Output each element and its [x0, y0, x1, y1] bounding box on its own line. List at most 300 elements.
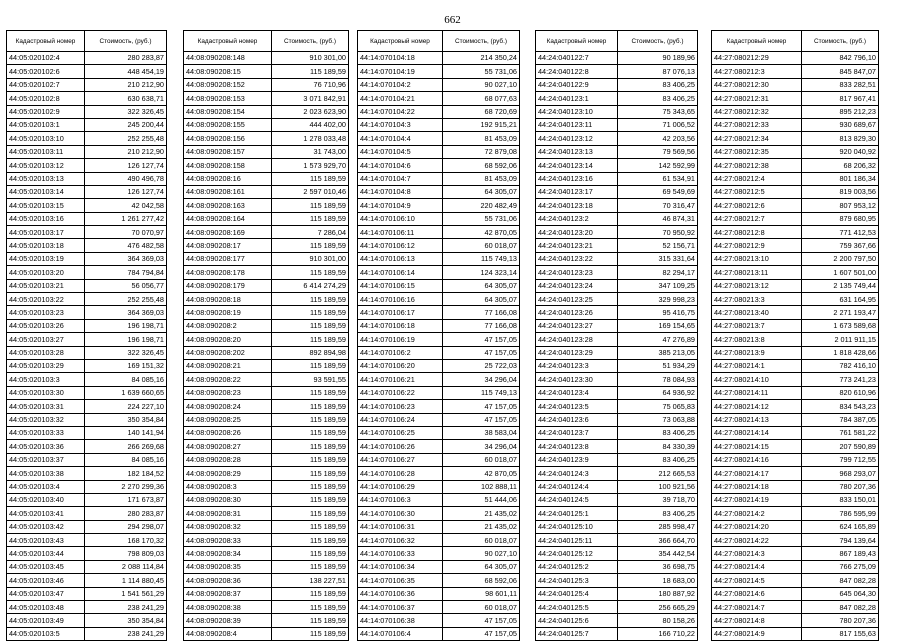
cadastral-number-cell: 44:08:090208:177	[184, 252, 272, 265]
cost-cell: 761 581,22	[802, 426, 879, 439]
cost-cell: 47 157,05	[443, 413, 520, 426]
cadastral-number-cell: 44:24:040123:22	[536, 252, 618, 265]
cost-cell: 55 731,06	[443, 212, 520, 225]
cadastral-number-cell: 44:05:020103:28	[7, 346, 85, 359]
table-row	[358, 547, 520, 560]
table-row	[536, 306, 698, 319]
table-row	[712, 52, 879, 65]
cadastral-number-cell: 44:14:070106:3	[358, 493, 443, 506]
cost-cell: 867 189,43	[802, 547, 879, 560]
cost-cell: 1 573 929,70	[272, 159, 349, 172]
table-row	[712, 266, 879, 279]
cadastral-number-cell: 44:24:040123:10	[536, 105, 618, 118]
cost-cell: 64 305,07	[443, 293, 520, 306]
cadastral-number-cell: 44:14:070104:22	[358, 105, 443, 118]
cost-cell: 115 189,59	[272, 520, 349, 533]
table-row	[7, 440, 167, 453]
table-row	[7, 199, 167, 212]
cost-cell: 798 809,03	[85, 547, 167, 560]
table-row	[358, 453, 520, 466]
table-row	[184, 413, 349, 426]
table-row	[536, 92, 698, 105]
cadastral-number-cell: 44:08:090208:28	[184, 453, 272, 466]
cadastral-number-cell: 44:27:080214:18	[712, 480, 802, 493]
table-row	[536, 520, 698, 533]
cadastral-number-cell: 44:05:020103:31	[7, 400, 85, 413]
table-row	[536, 560, 698, 573]
table-row	[7, 547, 167, 560]
table-row	[536, 614, 698, 627]
table-row	[184, 426, 349, 439]
cadastral-number-cell: 44:08:090208:152	[184, 78, 272, 91]
table-row	[184, 252, 349, 265]
table-row	[7, 118, 167, 131]
cadastral-number-cell: 44:24:040123:5	[536, 400, 618, 413]
cadastral-number-cell: 44:14:070106:12	[358, 239, 443, 252]
table-row	[7, 306, 167, 319]
cadastral-number-cell: 44:24:040125:7	[536, 627, 618, 640]
table-row	[712, 252, 879, 265]
cadastral-number-cell: 44:27:080214:19	[712, 493, 802, 506]
cost-cell: 280 283,87	[85, 507, 167, 520]
cadastral-number-cell: 44:14:070106:4	[358, 627, 443, 640]
cost-cell: 83 406,25	[618, 507, 698, 520]
cadastral-number-cell: 44:27:080212:34	[712, 132, 802, 145]
cost-cell: 90 027,10	[443, 547, 520, 560]
cadastral-number-cell: 44:05:020103:22	[7, 293, 85, 306]
cost-cell: 364 369,03	[85, 306, 167, 319]
table-row	[7, 426, 167, 439]
header-cadastral-number: Кадастровый номер	[536, 31, 618, 52]
cadastral-number-cell: 44:08:090208:154	[184, 105, 272, 118]
cadastral-number-cell: 44:08:090208:155	[184, 118, 272, 131]
cost-cell: 84 330,39	[618, 440, 698, 453]
cadastral-number-cell: 44:05:020103:21	[7, 279, 85, 292]
cadastral-number-cell: 44:27:080214:13	[712, 413, 802, 426]
table-row	[712, 132, 879, 145]
cost-cell: 115 189,59	[272, 319, 349, 332]
cadastral-number-cell: 44:14:070106:16	[358, 293, 443, 306]
table-row	[712, 534, 879, 547]
table-row	[7, 92, 167, 105]
table-row	[536, 78, 698, 91]
table-row	[184, 293, 349, 306]
cost-cell: 1 673 589,68	[802, 319, 879, 332]
cost-cell: 84 085,16	[85, 453, 167, 466]
cost-cell: 79 569,56	[618, 145, 698, 158]
table-row	[712, 118, 879, 131]
cost-cell: 115 189,59	[272, 534, 349, 547]
table-row	[184, 212, 349, 225]
cadastral-number-cell: 44:08:090208:164	[184, 212, 272, 225]
cadastral-number-cell: 44:24:040123:27	[536, 319, 618, 332]
cadastral-number-cell: 44:27:080212:6	[712, 199, 802, 212]
cost-cell: 115 749,13	[443, 386, 520, 399]
cost-cell: 90 027,10	[443, 78, 520, 91]
cost-cell: 1 278 033,48	[272, 132, 349, 145]
cadastral-number-cell: 44:14:070106:18	[358, 319, 443, 332]
cost-cell: 256 665,29	[618, 601, 698, 614]
cost-cell: 60 018,07	[443, 453, 520, 466]
cadastral-number-cell: 44:27:080212:29	[712, 52, 802, 65]
cadastral-number-cell: 44:08:090208:148	[184, 52, 272, 65]
table-row	[536, 453, 698, 466]
table-row	[712, 453, 879, 466]
header-cadastral-number: Кадастровый номер	[7, 31, 85, 52]
table-row	[184, 346, 349, 359]
table-row	[712, 333, 879, 346]
table-row	[7, 252, 167, 265]
table-row	[184, 92, 349, 105]
table-row	[358, 185, 520, 198]
cost-cell: 366 664,70	[618, 534, 698, 547]
cost-cell: 126 127,74	[85, 159, 167, 172]
table-row	[712, 467, 879, 480]
table-row	[536, 266, 698, 279]
cost-cell: 140 141,94	[85, 426, 167, 439]
table-row	[7, 279, 167, 292]
cadastral-number-cell: 44:08:090208:4	[184, 627, 272, 640]
table-row	[358, 172, 520, 185]
cadastral-number-cell: 44:05:020103:37	[7, 453, 85, 466]
table-row	[184, 534, 349, 547]
cost-cell: 354 442,54	[618, 547, 698, 560]
cost-cell: 138 227,51	[272, 574, 349, 587]
cadastral-number-cell: 44:14:070106:14	[358, 266, 443, 279]
cost-cell: 930 689,67	[802, 118, 879, 131]
cadastral-number-cell: 44:08:090208:18	[184, 293, 272, 306]
cost-cell: 879 680,95	[802, 212, 879, 225]
table-row	[712, 199, 879, 212]
table-row	[184, 507, 349, 520]
cost-cell: 34 296,04	[443, 373, 520, 386]
cost-cell: 81 453,09	[443, 172, 520, 185]
cadastral-number-cell: 44:24:040125:6	[536, 614, 618, 627]
cadastral-number-cell: 44:24:040123:26	[536, 306, 618, 319]
cost-cell: 70 316,47	[618, 199, 698, 212]
cost-cell: 115 189,59	[272, 467, 349, 480]
cadastral-number-cell: 44:05:020103:45	[7, 560, 85, 573]
cost-cell: 126 127,74	[85, 185, 167, 198]
cadastral-number-cell: 44:14:070106:15	[358, 279, 443, 292]
cadastral-number-cell: 44:27:080214:15	[712, 440, 802, 453]
cost-cell: 56 056,77	[85, 279, 167, 292]
cost-cell: 910 301,00	[272, 52, 349, 65]
table-row	[536, 279, 698, 292]
table-row	[712, 105, 879, 118]
table-row	[358, 266, 520, 279]
cadastral-number-cell: 44:27:080213:12	[712, 279, 802, 292]
cost-cell: 252 255,48	[85, 293, 167, 306]
cadastral-number-cell: 44:05:020103:10	[7, 132, 85, 145]
cadastral-number-cell: 44:27:080212:33	[712, 118, 802, 131]
cost-cell: 124 323,14	[443, 266, 520, 279]
cost-cell: 21 435,02	[443, 520, 520, 533]
cost-cell: 142 592,99	[618, 159, 698, 172]
cadastral-number-cell: 44:08:090208:16	[184, 172, 272, 185]
cadastral-number-cell: 44:14:070104:5	[358, 145, 443, 158]
cost-cell: 315 331,64	[618, 252, 698, 265]
cost-cell: 1 607 501,00	[802, 266, 879, 279]
cadastral-number-cell: 44:27:080212:4	[712, 172, 802, 185]
cadastral-number-cell: 44:08:090208:21	[184, 359, 272, 372]
table-row	[358, 145, 520, 158]
cadastral-number-cell: 44:24:040124:5	[536, 493, 618, 506]
cost-cell: 801 186,34	[802, 172, 879, 185]
cadastral-number-cell: 44:24:040123:13	[536, 145, 618, 158]
table-row	[536, 359, 698, 372]
cost-cell: 77 166,08	[443, 319, 520, 332]
table-row	[358, 132, 520, 145]
cadastral-number-cell: 44:14:070106:22	[358, 386, 443, 399]
table-row	[712, 319, 879, 332]
cadastral-number-cell: 44:08:090208:153	[184, 92, 272, 105]
cadastral-number-cell: 44:24:040123:25	[536, 293, 618, 306]
cadastral-number-cell: 44:05:020103:47	[7, 587, 85, 600]
table-row	[358, 480, 520, 493]
table-row	[712, 520, 879, 533]
cadastral-number-cell: 44:05:020103:20	[7, 266, 85, 279]
cost-cell: 207 590,89	[802, 440, 879, 453]
cadastral-number-cell: 44:14:070104:4	[358, 132, 443, 145]
header-cost: Стоимость, (руб.)	[85, 31, 167, 52]
table-row	[184, 547, 349, 560]
cadastral-number-cell: 44:05:020103:17	[7, 226, 85, 239]
cadastral-number-cell: 44:05:020103:46	[7, 574, 85, 587]
table-row	[712, 212, 879, 225]
table-row	[184, 627, 349, 640]
cadastral-number-cell: 44:14:070104:7	[358, 172, 443, 185]
cost-cell: 834 543,23	[802, 400, 879, 413]
table-row	[358, 78, 520, 91]
cadastral-number-cell: 44:24:040125:1	[536, 507, 618, 520]
cost-cell: 51 444,06	[443, 493, 520, 506]
cadastral-number-cell: 44:14:070106:32	[358, 534, 443, 547]
table-row	[7, 413, 167, 426]
cadastral-number-cell: 44:05:020103:12	[7, 159, 85, 172]
cost-cell: 817 967,41	[802, 92, 879, 105]
cost-cell: 842 796,10	[802, 52, 879, 65]
cadastral-number-cell: 44:08:090208:31	[184, 507, 272, 520]
cadastral-number-cell: 44:05:020103:26	[7, 319, 85, 332]
table-row	[358, 52, 520, 65]
table-row	[184, 78, 349, 91]
cadastral-number-cell: 44:05:020102:9	[7, 105, 85, 118]
header-cadastral-number: Кадастровый номер	[358, 31, 443, 52]
cadastral-number-cell: 44:24:040123:4	[536, 386, 618, 399]
cadastral-number-cell: 44:08:090208:35	[184, 560, 272, 573]
cadastral-number-cell: 44:27:080213:3	[712, 293, 802, 306]
table-row	[7, 105, 167, 118]
cost-cell: 168 170,32	[85, 534, 167, 547]
table-row	[536, 293, 698, 306]
cost-cell: 47 157,05	[443, 346, 520, 359]
table-row	[7, 226, 167, 239]
cost-cell: 799 712,55	[802, 453, 879, 466]
cadastral-number-cell: 44:08:090208:27	[184, 440, 272, 453]
cadastral-number-cell: 44:24:040123:1	[536, 92, 618, 105]
table-row	[536, 480, 698, 493]
cadastral-number-cell: 44:27:080214:16	[712, 453, 802, 466]
table-row	[358, 226, 520, 239]
table-row	[712, 440, 879, 453]
cost-cell: 115 189,59	[272, 614, 349, 627]
header-cost: Стоимость, (руб.)	[272, 31, 349, 52]
table-row	[536, 333, 698, 346]
cost-cell: 115 189,59	[272, 440, 349, 453]
table-row	[712, 480, 879, 493]
cadastral-number-cell: 44:05:020103:4	[7, 480, 85, 493]
table-row	[536, 212, 698, 225]
cadastral-number-cell: 44:08:090208:25	[184, 413, 272, 426]
table-row	[536, 373, 698, 386]
cadastral-number-cell: 44:08:090208:34	[184, 547, 272, 560]
cadastral-number-cell: 44:24:040122:8	[536, 65, 618, 78]
cadastral-number-cell: 44:08:090208:39	[184, 614, 272, 627]
table-row	[536, 239, 698, 252]
cadastral-number-cell: 44:08:090208:24	[184, 400, 272, 413]
cadastral-number-cell: 44:14:070106:13	[358, 252, 443, 265]
cadastral-number-cell: 44:05:020103:32	[7, 413, 85, 426]
table-row	[184, 159, 349, 172]
cost-cell: 784 387,05	[802, 413, 879, 426]
table-row	[358, 319, 520, 332]
table-row	[536, 467, 698, 480]
table-row	[358, 413, 520, 426]
cost-cell: 2 088 114,84	[85, 560, 167, 573]
table-row	[7, 574, 167, 587]
cost-cell: 2 023 623,90	[272, 105, 349, 118]
cost-cell: 115 189,59	[272, 293, 349, 306]
table-row	[184, 467, 349, 480]
cost-cell: 280 283,87	[85, 52, 167, 65]
table-row	[712, 587, 879, 600]
table-row	[536, 132, 698, 145]
cost-cell: 64 305,07	[443, 279, 520, 292]
table-row	[536, 534, 698, 547]
cost-cell: 42 203,56	[618, 132, 698, 145]
cost-cell: 68 206,32	[802, 159, 879, 172]
cadastral-number-cell: 44:14:070106:37	[358, 601, 443, 614]
table-row	[358, 534, 520, 547]
cadastral-number-cell: 44:14:070106:26	[358, 440, 443, 453]
table-row	[184, 333, 349, 346]
table-row	[184, 145, 349, 158]
cost-cell: 347 109,25	[618, 279, 698, 292]
table-row	[7, 493, 167, 506]
cost-cell: 115 189,59	[272, 507, 349, 520]
cadastral-number-cell: 44:05:020102:7	[7, 78, 85, 91]
table-row	[358, 574, 520, 587]
table-row	[7, 560, 167, 573]
cadastral-number-cell: 44:27:080214:9	[712, 627, 802, 640]
table-row	[712, 78, 879, 91]
table-row	[712, 279, 879, 292]
cadastral-number-cell: 44:05:020103:33	[7, 426, 85, 439]
cost-cell: 759 367,66	[802, 239, 879, 252]
table-row	[536, 493, 698, 506]
table-row	[358, 386, 520, 399]
cost-cell: 2 597 010,46	[272, 185, 349, 198]
cadastral-number-cell: 44:27:080212:38	[712, 159, 802, 172]
table-row	[7, 159, 167, 172]
cost-cell: 210 212,90	[85, 78, 167, 91]
cadastral-number-cell: 44:27:080214:17	[712, 467, 802, 480]
cost-cell: 83 406,25	[618, 92, 698, 105]
cadastral-number-cell: 44:14:070104:6	[358, 159, 443, 172]
table-row	[184, 587, 349, 600]
cadastral-number-cell: 44:24:040123:24	[536, 279, 618, 292]
cost-cell: 42 870,05	[443, 467, 520, 480]
cadastral-number-cell: 44:27:080213:9	[712, 346, 802, 359]
cadastral-number-cell: 44:08:090208:3	[184, 480, 272, 493]
cadastral-number-cell: 44:14:070106:29	[358, 480, 443, 493]
table-row	[536, 52, 698, 65]
cadastral-number-cell: 44:08:090208:158	[184, 159, 272, 172]
cost-cell: 920 040,92	[802, 145, 879, 158]
cost-cell: 968 293,07	[802, 467, 879, 480]
cadastral-number-cell: 44:14:070106:11	[358, 226, 443, 239]
table-row	[536, 627, 698, 640]
cost-cell: 93 591,55	[272, 373, 349, 386]
cost-cell: 36 698,75	[618, 560, 698, 573]
table-row	[184, 279, 349, 292]
cost-cell: 60 018,07	[443, 239, 520, 252]
table-row	[184, 132, 349, 145]
table-row	[7, 239, 167, 252]
table-row	[358, 627, 520, 640]
table-row	[184, 239, 349, 252]
cadastral-number-cell: 44:05:020102:6	[7, 65, 85, 78]
cost-cell: 766 275,09	[802, 560, 879, 573]
cost-cell: 1 114 880,45	[85, 574, 167, 587]
cost-cell: 87 076,13	[618, 65, 698, 78]
cost-cell: 773 241,23	[802, 373, 879, 386]
table-row	[536, 159, 698, 172]
cost-cell: 71 006,52	[618, 118, 698, 131]
table-row	[536, 105, 698, 118]
cost-cell: 212 665,53	[618, 467, 698, 480]
cost-cell: 115 189,59	[272, 426, 349, 439]
table-row	[536, 226, 698, 239]
table-row	[358, 400, 520, 413]
table-row	[7, 359, 167, 372]
cost-cell: 115 189,59	[272, 239, 349, 252]
cost-cell: 115 189,59	[272, 333, 349, 346]
cadastral-number-cell: 44:14:070106:23	[358, 400, 443, 413]
cadastral-number-cell: 44:08:090208:26	[184, 426, 272, 439]
cost-cell: 47 157,05	[443, 400, 520, 413]
cadastral-number-cell: 44:14:070106:19	[358, 333, 443, 346]
table-row	[358, 333, 520, 346]
table-row	[7, 145, 167, 158]
cost-cell: 220 482,49	[443, 199, 520, 212]
cadastral-number-cell: 44:08:090208:32	[184, 520, 272, 533]
table-row	[7, 587, 167, 600]
header-cost: Стоимость, (руб.)	[618, 31, 698, 52]
table-row	[184, 386, 349, 399]
table-row	[184, 520, 349, 533]
cadastral-number-cell: 44:27:080214:8	[712, 614, 802, 627]
table-row	[184, 614, 349, 627]
cost-cell: 100 921,56	[618, 480, 698, 493]
table-row	[712, 239, 879, 252]
table-row	[7, 534, 167, 547]
table-row	[712, 373, 879, 386]
cost-cell: 51 934,29	[618, 359, 698, 372]
cost-cell: 631 164,95	[802, 293, 879, 306]
cost-cell: 1 541 561,29	[85, 587, 167, 600]
